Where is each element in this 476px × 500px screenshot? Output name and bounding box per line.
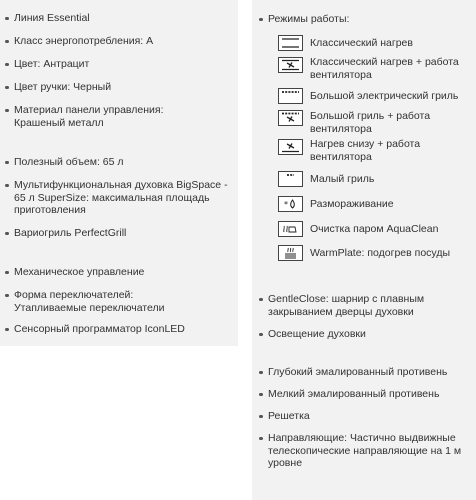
warmplate-icon — [278, 245, 303, 261]
feature-bigspace: Мультифункциональная духовка BigSpace - 65 л SuperSize: максимальная площадь приготовления — [14, 179, 236, 217]
aquaclean-icon — [278, 221, 303, 237]
feature-shallow-tray: Мелкий эмалированный противень — [268, 388, 476, 401]
bottom-heat-fan-icon — [278, 139, 303, 155]
mode-label: Большой гриль + работа вентилятора — [310, 110, 431, 135]
feature-deep-tray: Глубокий эмалированный противень — [268, 366, 476, 379]
feature-gentleclose: GentleClose: шарнир с плавным закрыванием дверцы духовки — [268, 293, 468, 318]
feature-telescopic-rails: Направляющие: Частично выдвижные телескопические направляющие на 1 м уровне — [268, 432, 472, 470]
mode-label: Малый гриль — [310, 173, 375, 185]
feature-handle-color: Цвет ручки: Черный — [14, 81, 234, 94]
mode-label: WarmPlate: подогрев посуды — [310, 247, 450, 259]
feature-volume: Полезный объем: 65 л — [14, 156, 234, 169]
feature-mechanical-control: Механическое управление — [14, 266, 234, 279]
feature-oven-light: Освещение духовки — [268, 328, 468, 341]
large-grill-fan-icon — [278, 110, 303, 126]
mode-label: Классический нагрев — [310, 37, 413, 49]
defrost-icon — [278, 196, 303, 212]
feature-color: Цвет: Антрацит — [14, 58, 234, 71]
feature-variogrill: Вариогриль PerfectGrill — [14, 227, 234, 240]
small-grill-icon — [278, 171, 303, 187]
feature-line: Линия Essential — [14, 12, 234, 25]
mode-label: Классический нагрев + работа вентилятора — [310, 56, 459, 81]
mode-label: Очистка паром AquaClean — [310, 223, 439, 235]
feature-wire-shelf: Решетка — [268, 410, 468, 423]
conventional-heat-icon — [278, 35, 303, 51]
feature-energy-class: Класс энергопотребления: A — [14, 35, 234, 48]
modes-title: Режимы работы: — [268, 13, 468, 26]
feature-timer: Сенсорный программатор IconLED — [14, 323, 234, 336]
large-grill-icon — [278, 88, 303, 104]
conventional-fan-icon — [278, 57, 303, 73]
mode-label: Большой электрический гриль — [310, 90, 459, 102]
svg-text:*: * — [284, 200, 288, 209]
feature-panel-material: Материал панели управления: Крашеный металл — [14, 104, 189, 129]
mode-label: Нагрев снизу + работа вентилятора — [310, 138, 421, 163]
mode-label: Размораживание — [310, 198, 394, 210]
feature-knob-shape: Форма переключателей: Утапливаемые переключатели — [14, 289, 189, 314]
